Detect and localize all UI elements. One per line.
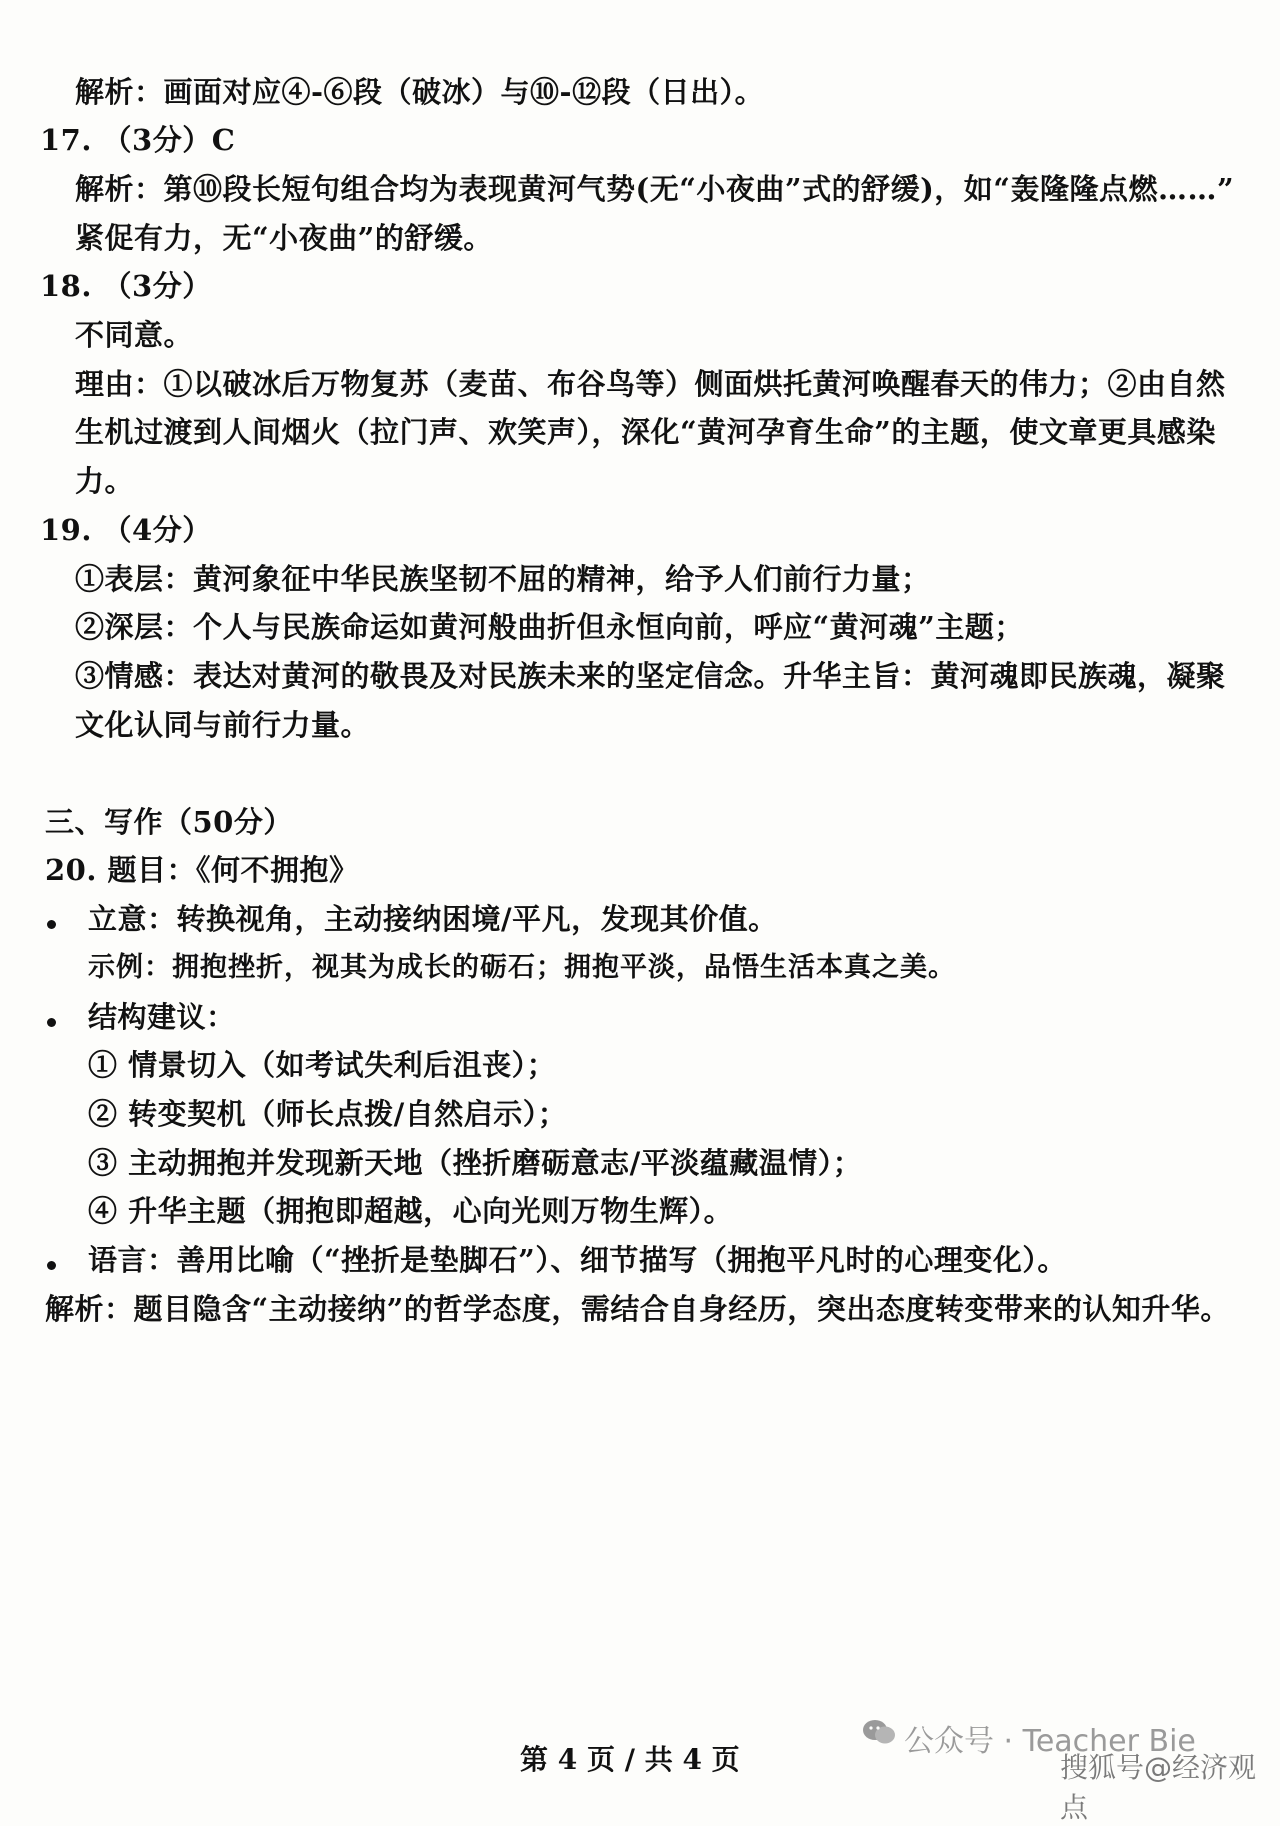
essay-example: 示例：拥抱挫折，视其为成长的砺石；拥抱平淡，品悟生活本真之美。 — [88, 952, 956, 983]
question-20-analysis: 解析：题目隐含“主动接纳”的哲学态度，需结合自身经历，突出态度转变带来的认知升华。 — [45, 1292, 1230, 1326]
page-footer: 第 4 页 / 共 4 页 — [520, 1743, 740, 1776]
structure-step-1: ① 情景切入（如考试失利后沮丧）； — [88, 1048, 557, 1082]
wechat-icon — [862, 1718, 896, 1746]
answer-18-reason-1: 理由：①以破冰后万物复苏（麦苗、布谷鸟等）侧面烘托黄河唤醒春天的伟力；②由自然 — [75, 367, 1226, 401]
question-18-header: 18. （3分） — [40, 269, 212, 303]
language-advice: 语言：善用比喻（“挫折是垫脚石”）、细节描写（拥抱平凡时的心理变化）。 — [88, 1243, 1067, 1277]
analysis-line-17-2: 紧促有力，无“小夜曲”的舒缓。 — [75, 221, 493, 255]
answer-19-point-2: ②深层：个人与民族命运如黄河般曲折但永恒向前，呼应“黄河魂”主题； — [75, 610, 1024, 644]
section-writing-heading: 三、写作（50分） — [45, 805, 293, 839]
bullet-icon — [47, 1018, 56, 1027]
structure-step-2: ② 转变契机（师长点拨/自然启示）； — [88, 1097, 568, 1131]
watermark-channel: 公众号 · Teacher Bie — [904, 1724, 1196, 1759]
bullet-icon — [47, 920, 56, 929]
question-20-title: 20. 题目：《何不拥抱》 — [45, 853, 359, 887]
answer-18-verdict: 不同意。 — [75, 318, 194, 352]
structure-step-3: ③ 主动拥抱并发现新天地（挫折磨砺意志/平淡蕴藏温情）； — [88, 1146, 863, 1180]
answer-18-reason-3: 力。 — [75, 464, 135, 498]
question-19-header: 19. （4分） — [40, 513, 212, 547]
watermark-source: 搜狐号@经济观点 — [1060, 1751, 1257, 1824]
answer-18-reason-2: 生机过渡到人间烟火（拉门声、欢笑声），深化“黄河孕育生命”的主题，使文章更具感染 — [75, 415, 1216, 449]
answer-19-point-3: ③情感：表达对黄河的敬畏及对民族未来的坚定信念。升华主旨：黄河魂即民族魂，凝聚 — [75, 659, 1226, 693]
structure-step-4: ④ 升华主题（拥抱即超越，心向光则万物生辉）。 — [88, 1194, 734, 1228]
structure-heading: 结构建议： — [88, 1000, 236, 1034]
answer-19-point-1: ①表层：黄河象征中华民族坚韧不屈的精神，给予人们前行力量； — [75, 562, 931, 596]
answer-19-point-3-cont: 文化认同与前行力量。 — [75, 708, 371, 742]
question-17-header: 17. （3分）C — [40, 123, 236, 157]
analysis-line-16: 解析：画面对应④-⑥段（破冰）与⑩-⑫段（日出）。 — [75, 75, 765, 109]
essay-theme: 立意：转换视角，主动接纳困境/平凡，发现其价值。 — [88, 902, 778, 936]
analysis-line-17-1: 解析：第⑩段长短句组合均为表现黄河气势(无“小夜曲”式的舒缓)，如“轰隆隆点燃……” — [75, 172, 1235, 206]
bullet-icon — [47, 1261, 56, 1270]
